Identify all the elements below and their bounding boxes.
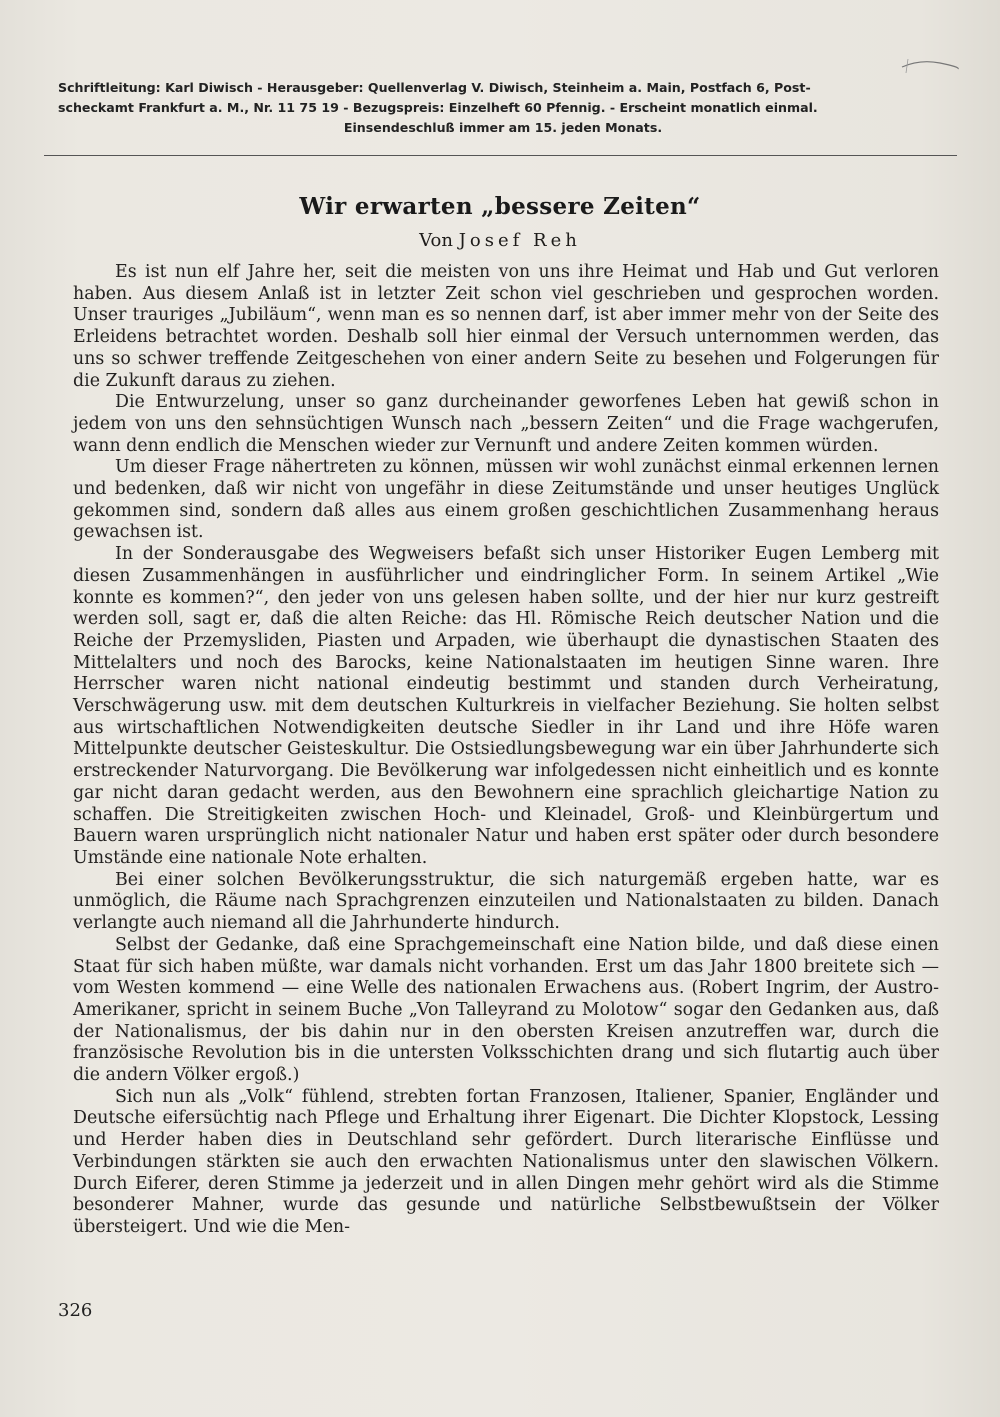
article-byline bbox=[0, 230, 1000, 251]
article-title: Wir erwarten „bessere Zeiten“ bbox=[299, 193, 701, 220]
paragraph: Selbst der Gedanke, daß eine Sprachgemeinschaft eine Nation bilde, und daß diese einen Staat für sich haben müßte, war damals nicht vorhanden. Erst um das Jahr 1800 breitete sich — vom Westen kommend — eine Welle des nationalen Erwachens aus. (Robert Ingrim, der Austro-Amerikaner, spricht in seinem Buche „Von Talleyrand zu Molotow“ sogar den Gedanken aus, daß der Nationalismus, der bis dahin nur in den obersten Kreisen anzutreffen war, durch die französische Revolution bis in die untersten Volksschichten drang und sich flutartig auch über die andern Völker ergoß.) bbox=[73, 934, 939, 1086]
paragraph: Die Entwurzelung, unser so ganz durcheinander geworfenes Leben hat gewiß schon in jedem von uns den sehnsüchtigen Wunsch nach „bessern Zeiten“ und die Frage wachgerufen, wann denn endlich die Menschen wieder zur Vernunft und andere Zeiten kommen würden. bbox=[73, 392, 939, 456]
paragraph: Es ist nun elf Jahre her, seit die meisten von uns ihre Heimat und Hab und Gut verloren haben. Aus diesem Anlaß ist in letzter Zeit schon viel geschrieben und gesprochen worden. Unser trauriges „Jubiläum“, wenn man es so nennen darf, ist aber immer mehr von der Seite des Erleidens betrachtet worden. Deshalb soll hier einmal der Versuch unternommen werden, das uns so schwer treffende Zeitgeschehen von einer andern Seite zu besehen und Folgerungen für die Zukunft daraus zu ziehen. bbox=[73, 262, 939, 391]
author-name: Josef Reh bbox=[458, 230, 581, 251]
paragraph: Sich nun als „Volk“ fühlend, strebten fortan Franzosen, Italiener, Spanier, Engländer und Deutsche eifersüchtig nach Pflege und Erhaltung ihrer Eigenart. Die Dichter Klopstock, Lessing und Herder haben dies in Deutschland sehr gefördert. Durch literarische Einflüsse und Verbindungen stärkten sie auch den erwachten Nationalismus unter den slawischen Völkern. Durch Eiferer, deren Stimme ja jederzeit und in allen Dingen mehr gehört wird als die Stimme besonderer Mahner, wurde das gesunde und natürliche Selbstbewußtsein der Völker übersteigert. Und wie die Men- bbox=[73, 1086, 939, 1237]
masthead-line-3: Einsendeschluß immer am 15. jeden Monats. bbox=[343, 120, 663, 135]
masthead-line-2: scheckamt Frankfurt a. M., Nr. 11 75 19 - Bezugspreis: Einzelheft 60 Pfennig. - Erscheint monatlich einmal. bbox=[58, 100, 818, 115]
paragraph: In der Sonderausgabe des Wegweisers befaßt sich unser Historiker Eugen Lemberg mit diesen Zusammenhängen in ausführlicher und eindringlicher Form. In seinem Artikel „Wie konnte es kommen?“, den jeder von uns gelesen haben sollte, und der hier nur kurz gestreift werden soll, sagt er, daß die alten Reiche: das Hl. Römische Reich deutscher Nation und die Reiche der Przemysliden, Piasten und Arpaden, wie überhaupt die dynastischen Staaten des Mittelalters und noch des Barocks, keine Nationalstaaten im heutigen Sinne waren. Ihre Herrscher waren nicht national eindeutig bestimmt und standen durch Verheiratung, Verschwägerung usw. mit dem deutschen Kulturkreis in vielfacher Beziehung. Sie holten selbst aus wirtschaftlichen Notwendigkeiten deutsche Siedler in ihr Land und ihre Höfe waren Mittelpunkte deutscher Geisteskultur. Die Ostsiedlungsbewegung war ein über Jahrhunderte sich erstreckender Naturvorgang. Die Bevölkerung war infolgedessen nicht einheitlich und es konnte gar nicht daran gedacht werden, aus den Bewohnern eine sprachlich gleichartige Nation zu schaffen. Die Streitigkeiten zwischen Hoch- und Kleinadel, Groß- und Kleinbürgertum und Bauern waren ursprünglich nicht nationaler Natur und haben erst später oder durch besondere Umstände eine nationale Note erhalten. bbox=[73, 544, 939, 868]
byline-prefix: Von bbox=[419, 230, 453, 251]
paragraph: Um dieser Frage nähertreten zu können, müssen wir wohl zunächst einmal erkennen lernen und bedenken, daß wir nicht von ungefähr in diese Zeitumstände und unser heutiges Unglück gekommen sind, sondern daß alles aus einem großen geschichtlichen Zusammenhang heraus gewachsen ist. bbox=[73, 457, 939, 543]
page-number: 326 bbox=[58, 1300, 93, 1321]
masthead bbox=[58, 78, 948, 138]
article-body bbox=[73, 262, 939, 1239]
masthead-line-1: Schriftleitung: Karl Diwisch - Herausgeber: Quellenverlag V. Diwisch, Steinheim a. Main, Postfach 6, Post- bbox=[58, 80, 811, 95]
masthead-divider bbox=[44, 155, 957, 156]
paragraph: Bei einer solchen Bevölkerungsstruktur, die sich naturgemäß ergeben hatte, war es unmöglich, die Räume nach Sprachgrenzen einzuteilen und Nationalstaaten zu bilden. Danach verlangte auch niemand all die Jahrhunderte hindurch. bbox=[73, 869, 939, 934]
